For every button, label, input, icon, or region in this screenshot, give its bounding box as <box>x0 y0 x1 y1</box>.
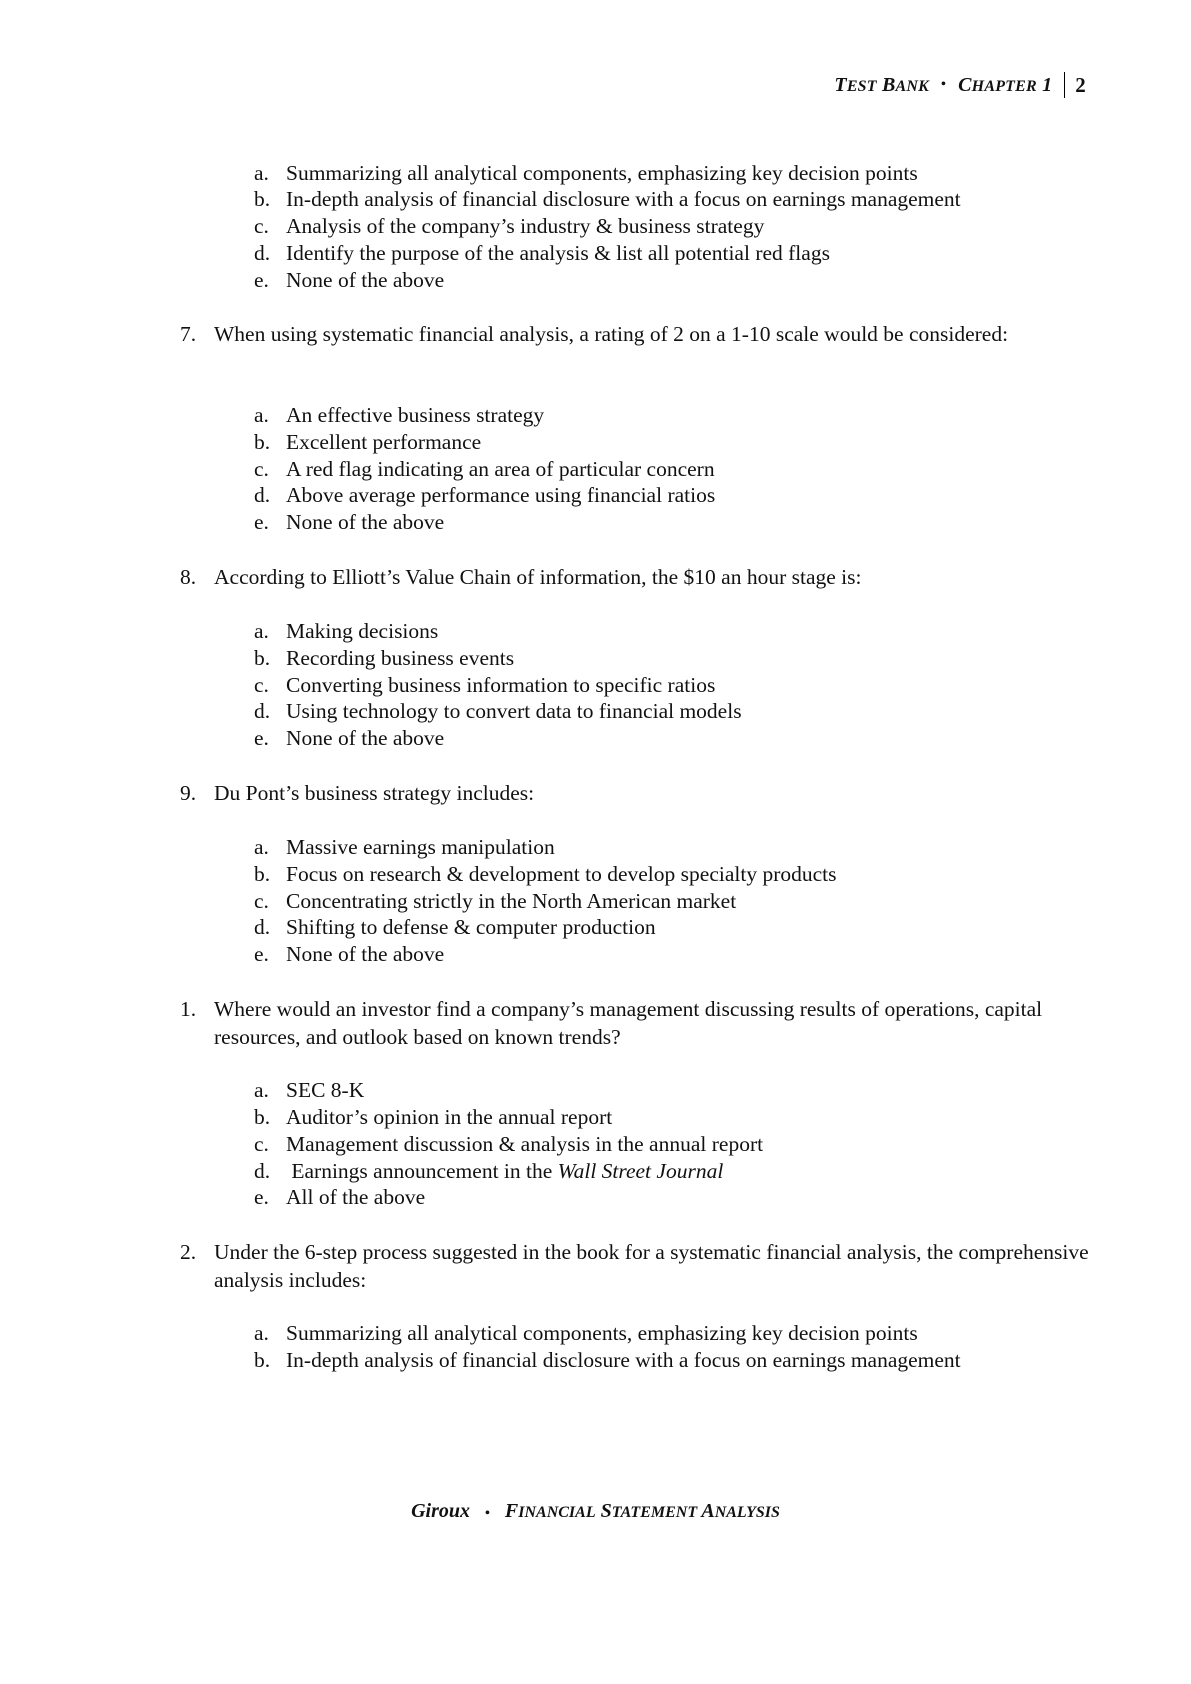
bullet-separator: • <box>941 77 947 92</box>
header-divider <box>1064 72 1065 98</box>
footer-author: Giroux <box>411 1500 470 1522</box>
footer-book-title: FINANCIAL STATEMENT ANALYSIS <box>504 1500 780 1522</box>
header-chapter: CHAPTER 1 <box>958 73 1053 96</box>
running-header <box>834 72 1086 98</box>
page-number: 2 <box>1075 72 1086 97</box>
header-title: TEST BANK <box>834 73 930 96</box>
running-footer <box>0 1500 1191 1523</box>
bullet-separator: • <box>485 1506 490 1521</box>
